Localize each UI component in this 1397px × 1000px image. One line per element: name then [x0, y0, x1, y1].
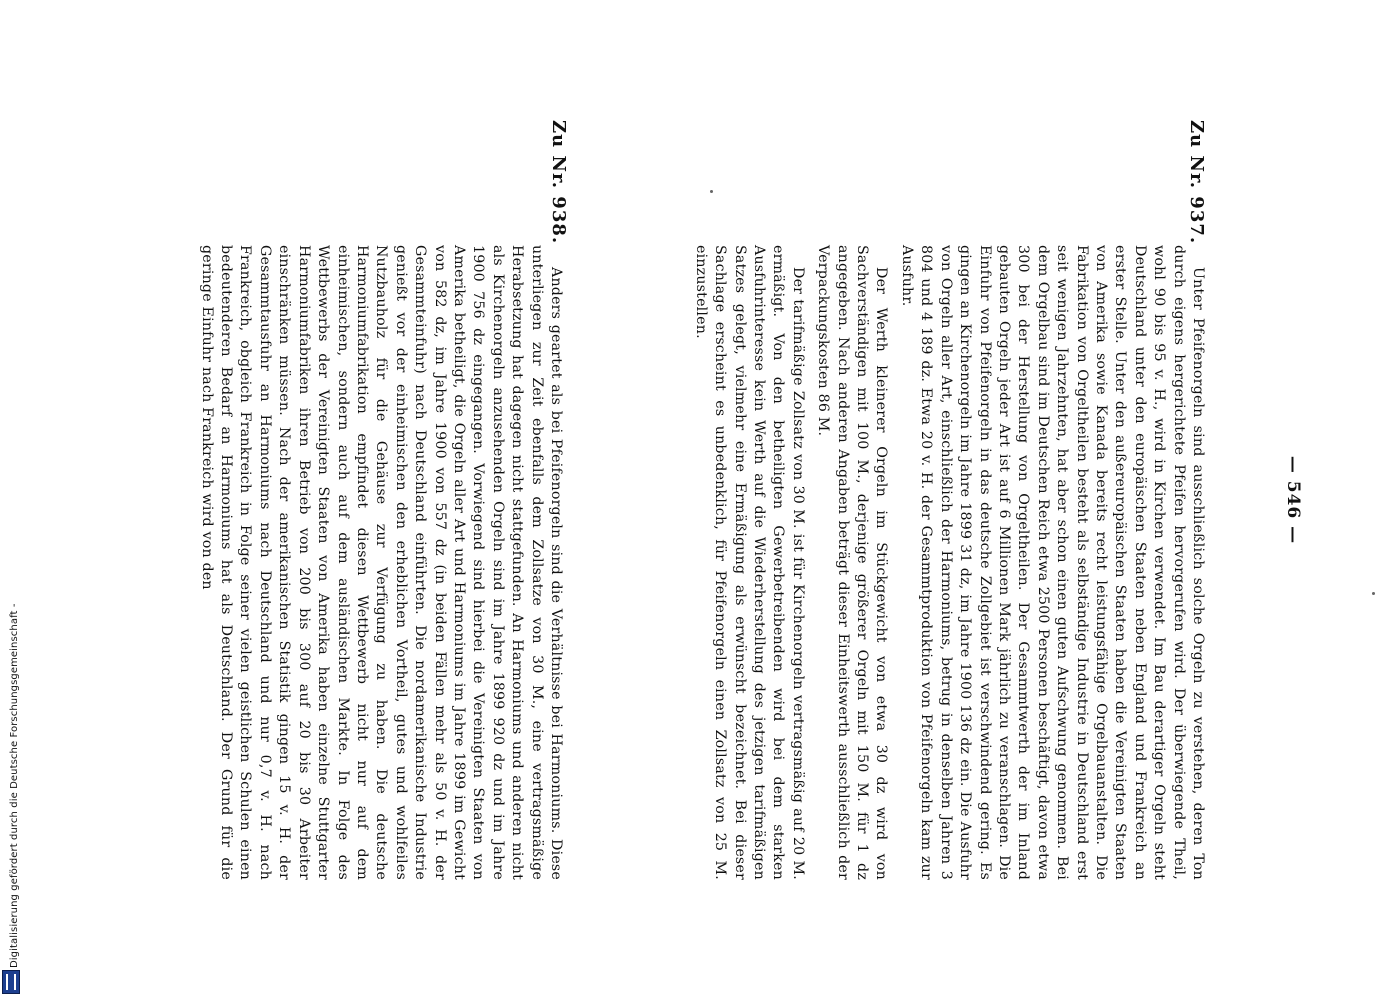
paragraph: Anders geartet als bei Pfeifenorgeln sind die Verhältnisse bei Harmoniums. Diese unterliegen zur Zeit ebenfalls dem Zollsatze von 30 M., eine vertragsmäßige Herabsetzung hat dagegen nicht stattgefunden. An Harmoniums und anderen nicht als Kirchenorgeln anzusehenden Orgeln sind im Jahre 1899 920 dz und im Jahre 1900 756 dz eingegangen. Vorwiegend sind hierbei die Vereinigten Staaten von Amerika betheiligt, die Orgeln aller Art und Harmoniums im Jahre 1899 im Gewicht von 582 dz, im Jahre 1900 von 557 dz (in beiden Fällen mehr als 50 v. H. der Gesammteinfuhr) nach Deutschland einführten. Die nordamerikanische Industrie genießt vor der einheimischen den erheblichen Vortheil, gutes und wohlfeiles Nutzbauholz für die Gehäuse zur Verfügung zu haben. Die deutsche Harmoniumfabrikation empfindet diesen Wettbewerb nicht nur auf dem einheimischen, sondern auch auf dem ausländischen Markte. In Folge des Wettbewerbs der Vereinigten Staaten von Amerika haben einzelne Stuttgarter Harmoniumfabriken ihren Betrieb von 200 bis 300 auf 20 bis 30 Arbeiter einschränken müssen. Nach der amerikanischen Statistik gingen 15 v. H. der Gesammtausfuhr an Harmoniums nach Deutschland und nur 0,7 v. H. nach Frankreich, obgleich Frankreich in Folge seiner vielen geistlichen Schulen einen bedeutenderen Bedarf an Harmoniums hat als Deutschland. Der Grund für die geringe Einfuhr nach Frankreich wird von den [198, 245, 564, 880]
section-937 [690, 245, 1207, 880]
page-number: — 546 — [1283, 455, 1303, 545]
scan-speck [1372, 592, 1375, 595]
section-938 [196, 245, 565, 880]
section-heading-938: Zu Nr. 938. [548, 120, 569, 245]
dfg-logo-icon [2, 970, 20, 994]
paragraph: Unter Pfeifenorgeln sind ausschließlich solche Orgeln zu verstehen, deren Ton durch eigens hergerichtete Pfeifen hervorgerufen wird. Der überwiegende Theil, wohl 90 bis 95 v. H., wird in Kirchen verwendet. Im Bau derartiger Orgeln steht Deutschland unter den europäischen Staaten neben England und Frankreich an erster Stelle. Unter den außereuropäischen Staaten haben die Vereinigten Staaten von Amerika sowie Kanada bereits recht leistungsfähige Orgelbauanstalten. Die Fabrikation von Orgeltheilen besteht als selbständige Industrie in Deutschland erst seit wenigen Jahrzehnten, hat aber schon einen guten Aufschwung genommen. Bei dem Orgelbau sind im Deutschen Reich etwa 2500 Personen beschäftigt, davon etwa 300 bei der Herstellung von Orgeltheilen. Der Gesammtwerth der im Inland gebauten Orgeln jeder Art ist auf 6 Millionen Mark jährlich zu veranschlagen. Die Einfuhr von Pfeifenorgeln in das deutsche Zollgebiet ist verschwindend gering. Es gingen an Kirchenorgeln im Jahre 1899 31 dz, im Jahre 1900 136 dz ein. Die Ausfuhr von Orgeln aller Art, einschließlich der Harmoniums, betrug in denselben Jahren 3 804 und 4 189 dz. Etwa 20 v. H. der Gesammtproduktion von Pfeifenorgeln kam zur Ausfuhr. [898, 245, 1206, 880]
paragraph: Der tarifmäßige Zollsatz von 30 M. ist für Kirchenorgeln vertragsmäßig auf 20 M. ermäßigt. Von den betheiligten Gewerbetreibenden wird bei dem starken Ausfuhrinteresse kein Werth auf die Wiederherstellung des jetzigen tarifmäßigen Satzes gelegt, vielmehr eine Ermäßigung als erwünscht bezeichnet. Bei dieser Sachlage erscheint es unbedenklich, für Pfeifenorgeln einen Zollsatz von 25 M. einzustellen. [692, 245, 806, 880]
section-heading-937: Zu Nr. 937. [1186, 120, 1207, 245]
digitization-credit: Digitalisierung gefördert durch die Deutsche Forschungsgemeinschaft - [9, 603, 20, 968]
scan-speck [710, 190, 713, 193]
paragraph: Der Werth kleinerer Orgeln im Stückgewicht von etwa 30 dz wird von Sachverständigen mit 100 M., derjenige größerer Orgeln mit 150 M. für 1 dz angegeben. Nach anderen Angaben beträgt dieser Einheitswerth ausschließlich der Verpackungskosten 86 M. [815, 245, 890, 880]
